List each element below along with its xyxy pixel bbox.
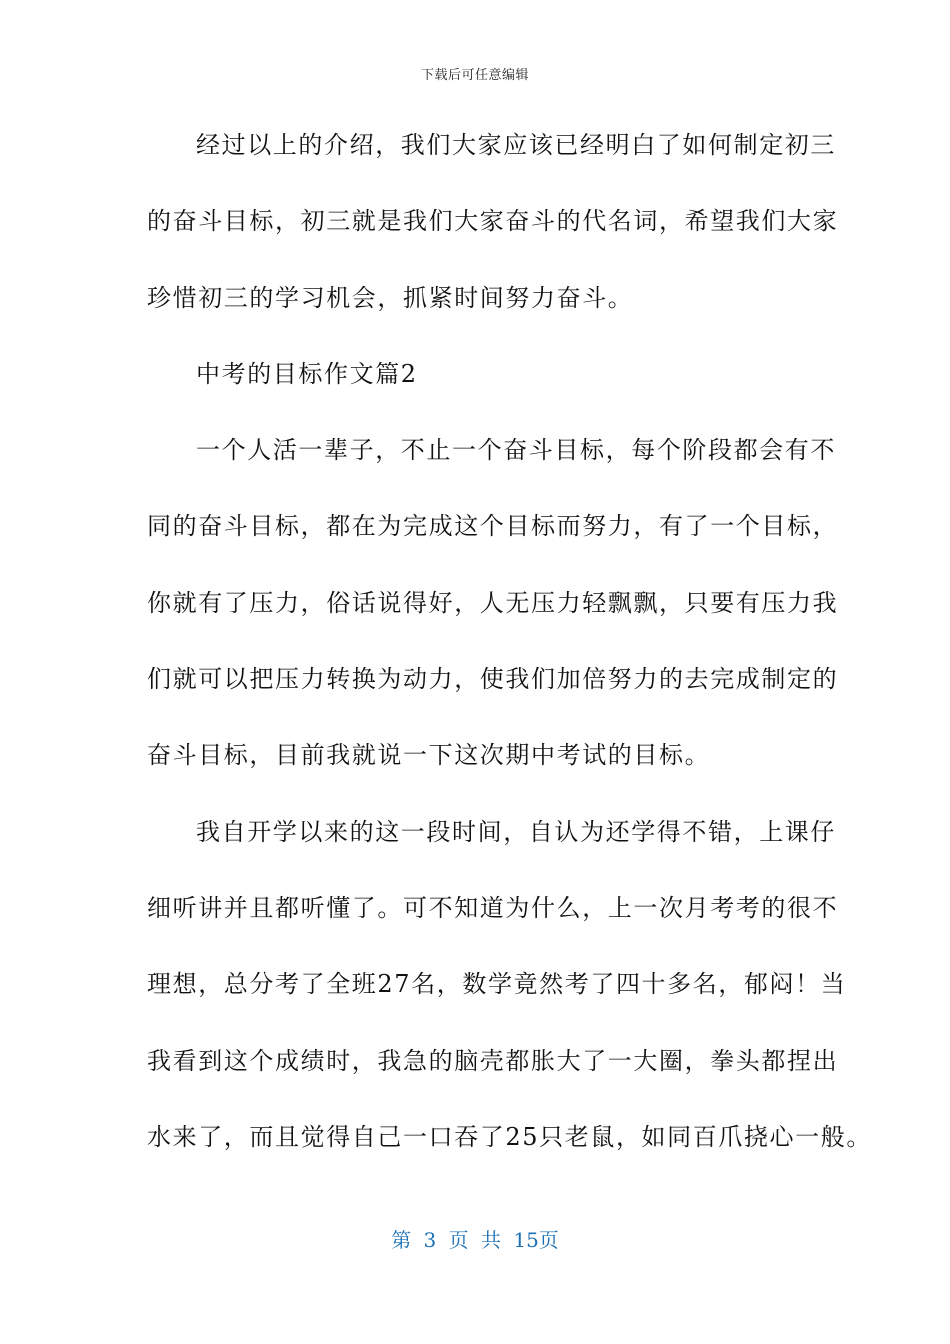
page-header: 下载后可任意编辑 xyxy=(420,68,529,83)
section-heading: 中考的目标作文篇2 xyxy=(196,359,418,388)
text-line: 理想，总分考了全班27名，数学竟然考了四十多名，郁闷！当 xyxy=(147,970,847,999)
text-line: 细听讲并且都听懂了。可不知道为什么，上一次月考考的很不 xyxy=(147,893,839,922)
text-line: 珍惜初三的学习机会，抓紧时间努力奋斗。 xyxy=(147,283,634,312)
body-text xyxy=(147,122,872,1190)
text-line: 的奋斗目标，初三就是我们大家奋斗的代名词，希望我们大家 xyxy=(147,207,839,236)
page-footer: 第 3 页 共 15页 xyxy=(391,1228,559,1252)
text-line: 我看到这个成绩时，我急的脑壳都胀大了一大圈，拳头都捏出 xyxy=(147,1046,839,1075)
text-line: 水来了，而且觉得自己一口吞了25只老鼠，如同百爪挠心一般。 xyxy=(147,1122,872,1151)
text-line: 奋斗目标，目前我就说一下这次期中考试的目标。 xyxy=(147,741,711,770)
text-line: 同的奋斗目标，都在为完成这个目标而努力，有了一个目标， xyxy=(147,512,839,541)
text-line: 们就可以把压力转换为动力，使我们加倍努力的去完成制定的 xyxy=(147,665,839,694)
text-line: 一个人活一辈子，不止一个奋斗目标，每个阶段都会有不 xyxy=(196,436,836,465)
text-line: 你就有了压力，俗话说得好，人无压力轻飘飘，只要有压力我 xyxy=(147,588,839,617)
text-line: 经过以上的介绍，我们大家应该已经明白了如何制定初三 xyxy=(196,131,836,159)
text-line: 我自开学以来的这一段时间，自认为还学得不错，上课仔 xyxy=(196,817,836,846)
